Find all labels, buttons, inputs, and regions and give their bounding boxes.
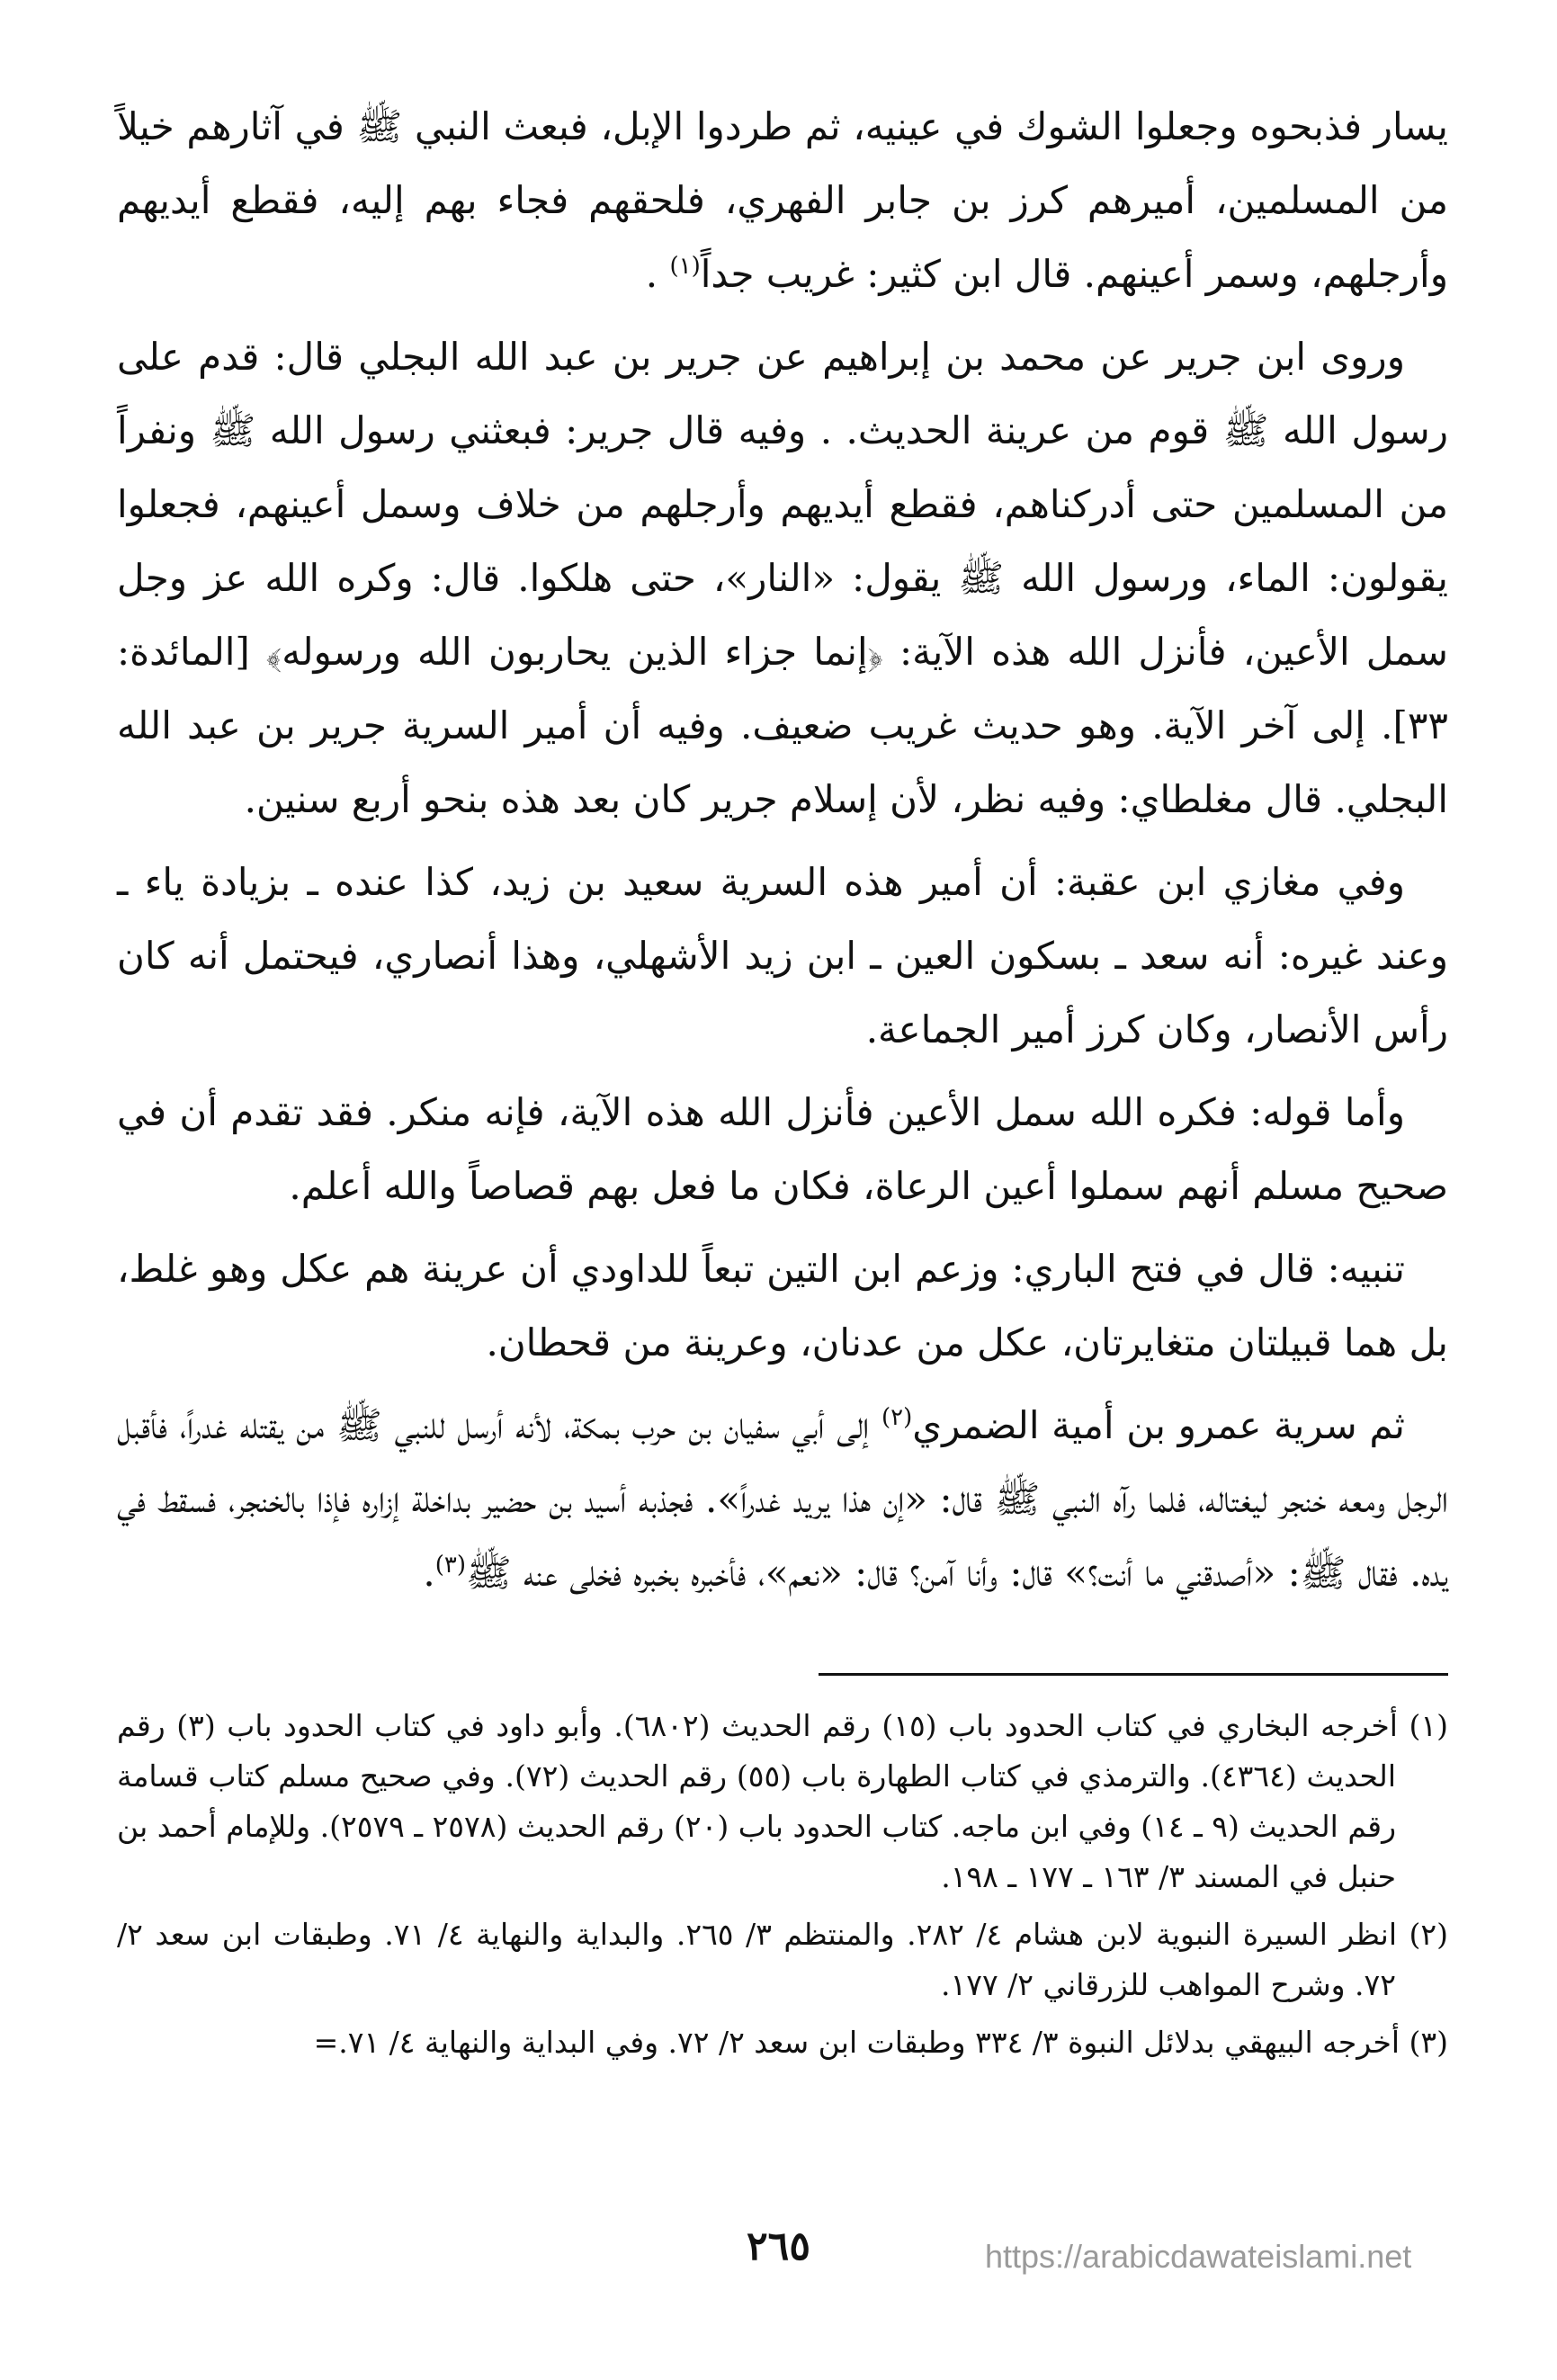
footnote-ref-3: (٣): [434, 1552, 466, 1579]
paragraph-2: وروى ابن جرير عن محمد بن إبراهيم عن جرير بن عبد الله البجلي قال: قدم على رسول الله ﷺ قوم من عرينة الحديث. . وفيه قال جرير: فبعثني رسول الله ﷺ ونفراً من المسلمين حتى أدركناهم، فقطع أيديهم وأرجلهم من خلاف وسمل أعينهم، فجعلوا يقولون: الماء، ورسول الله ﷺ يقول: «النار»، حتى هلكوا. قال: وكره الله عز وجل سمل الأعين، فأنزل الله هذه الآية: ﴿إنما جزاء الذين يحاربون الله ورسوله﴾ [المائدة: ٣٣]. إلى آخر الآية. وهو حديث غريب ضعيف. وفيه أن أمير السرية جرير بن عبد الله البجلي. قال مغلطاي: وفيه نظر، لأن إسلام جرير كان بعد هذه بنحو أربع سنين.: [117, 335, 1449, 821]
paragraph-6-end: .: [423, 1551, 435, 1595]
footnote-2: (٢) انظر السيرة النبوية لابن هشام ٤/ ٢٨٢. والمنتظم ٣/ ٢٦٥. والبداية والنهاية ٤/ ٧١. وطبقات ابن سعد ٢/ ٧٢. وشرح المواهب للزرقاني ٢/ ١٧٧.: [117, 1917, 1449, 2002]
watermark: https://arabicdawateislami.net: [985, 2238, 1412, 2275]
paragraph-1: [117, 90, 1448, 311]
page-number: ٢٦٥: [747, 2223, 810, 2269]
footnote-ref-1: (١): [669, 253, 701, 280]
paragraph-1-text: يسار فذبحوه وجعلوا الشوك في عينيه، ثم طردوا الإبل، فبعث النبي ﷺ في آثارهم خيلاً من المسلمين، أميرهم كرز بن جابر الفهري، فلحقهم فجاء بهم إليه، فقطع أيديهم وأرجلهم، وسمر أعينهم. قال ابن كثير: غريب جداً: [117, 104, 1448, 296]
footnote-ref-2: (٢): [881, 1404, 913, 1431]
footnote-3: (٣) أخرجه البيهقي بدلائل النبوة ٣/ ٣٣٤ وطبقات ابن سعد ٢/ ٧٢. وفي البداية والنهاية ٤/ ٧١.=: [313, 2025, 1448, 2060]
paragraph-6: [117, 1389, 1448, 1610]
paragraph-5: تنبيه: قال في فتح الباري: وزعم ابن التين تبعاً للداودي أن عرينة هم عكل وهو غلط، بل هما قبيلتان متغايرتان، عكل من عدنان، وعرينة من قحطان.: [117, 1247, 1448, 1364]
main-text: [117, 90, 1448, 1610]
paragraph-6-text-a: ثم سرية عمرو بن أمية الضمري: [912, 1403, 1405, 1447]
footnote-divider: [819, 1673, 1448, 1676]
paragraph-3: وفي مغازي ابن عقبة: أن أمير هذه السرية سعيد بن زيد، كذا عنده ـ بزيادة ياء ـ وعند غيره: أنه سعد ـ بسكون العين ـ ابن زيد الأشهلي، وهذا أنصاري، فيحتمل أنه كان رأس الأنصار، وكان كرز أمير الجماعة.: [117, 860, 1448, 1051]
book-page: [117, 90, 1448, 2285]
paragraph-1-end: .: [645, 252, 670, 296]
paragraph-4: وأما قوله: فكره الله سمل الأعين فأنزل الله هذه الآية، فإنه منكر. فقد تقدم أن في صحيح مسلم أنهم سملوا أعين الرعاة، فكان ما فعل بهم قصاصاً والله أعلم.: [117, 1090, 1448, 1208]
paragraph-6-text-b: إلى أبي سفيان بن حرب بمكة، لأنه أرسل للنبي ﷺ من يقتله غدراً، فأقبل الرجل ومعه خنجر ليغتاله، فلما رآه النبي ﷺ قال: «إن هذا يريد غدراً». فجذبه أسيد بن حضير بداخلة إزاره فإذا بالخنجر، فسقط في يده. فقال ﷺ: «أصدقني ما أنت؟» قال: وأنا آمن؟ قال: «نعم»، فأخبره بخبره فخلى عنه ﷺ: [117, 1403, 1448, 1595]
footnote-1: (١) أخرجه البخاري في كتاب الحدود باب (١٥) رقم الحديث (٦٨٠٢). وأبو داود في كتاب الحدود باب (٣) رقم الحديث (٤٣٦٤). والترمذي في كتاب الطهارة باب (٥٥) رقم الحديث (٧٢). وفي صحيح مسلم كتاب قسامة رقم الحديث (٩ ـ ١٤) وفي ابن ماجه. كتاب الحدود باب (٢٠) رقم الحديث (٢٥٧٨ ـ ٢٥٧٩). وللإمام أحمد بن حنبل في المسند ٣/ ١٦٣ ـ ١٧٧ ـ ١٩٨.: [117, 1708, 1449, 1894]
footnotes: [117, 1701, 1448, 2068]
